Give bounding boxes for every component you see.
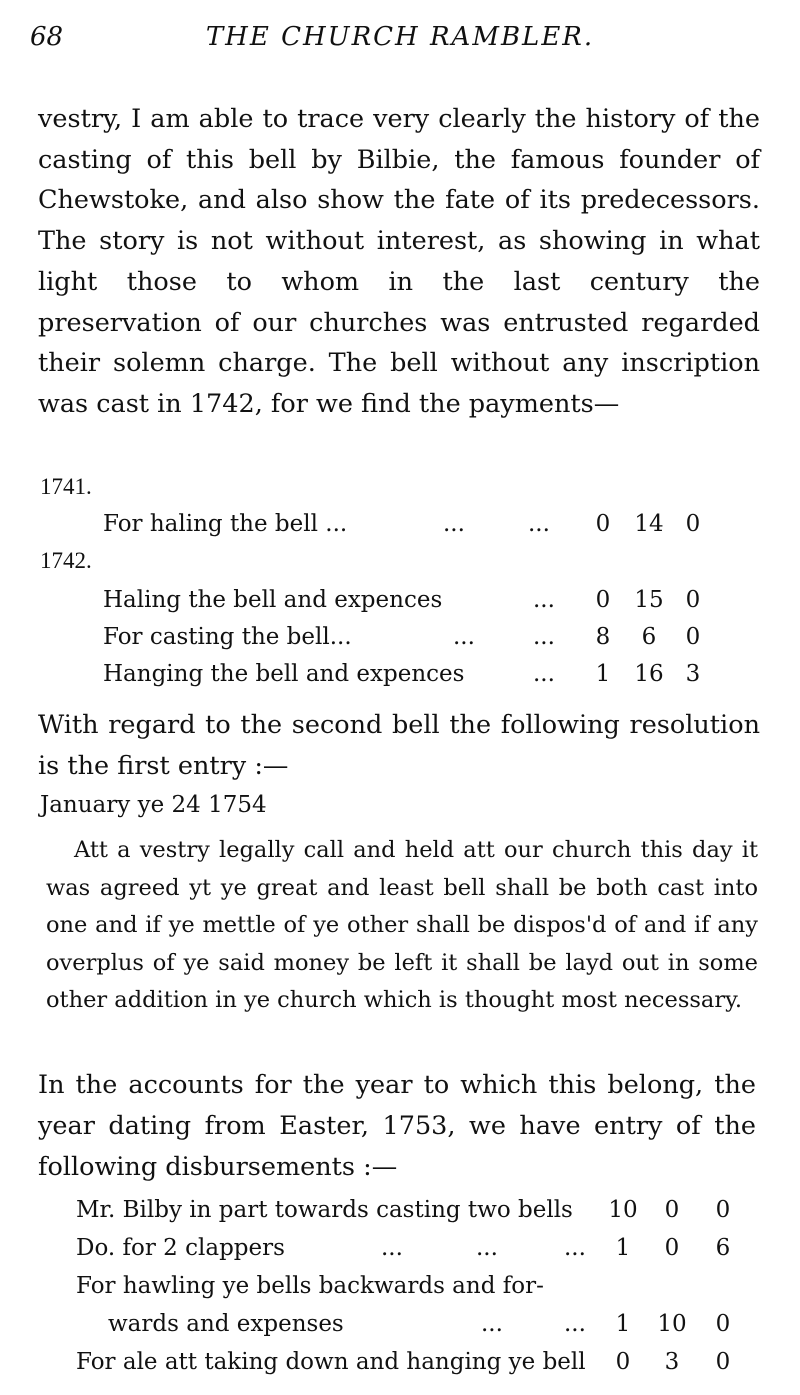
account-entry-item: Haling the bell and expences — [103, 587, 443, 613]
account-year-1742: 1742. — [40, 548, 92, 573]
dot-leader: ... — [528, 511, 550, 537]
amount-shillings: 0 — [664, 1235, 680, 1261]
amount-pounds: 10 — [608, 1197, 638, 1223]
amount-pence: 0 — [685, 587, 701, 613]
account-entry-item: For haling the bell ... — [103, 511, 348, 537]
running-header — [30, 22, 770, 62]
dot-leader: ... — [533, 661, 555, 687]
amount-shillings: 14 — [634, 511, 664, 537]
amount-pence: 0 — [715, 1311, 731, 1337]
amount-shillings: 10 — [657, 1311, 687, 1337]
amount-shillings: 0 — [664, 1197, 680, 1223]
disbursement-item: Do. for 2 clappers — [76, 1235, 285, 1261]
dot-leader: ... — [381, 1235, 403, 1261]
account-year-1741: 1741. — [40, 474, 92, 499]
body-paragraph-2: With regard to the second bell the following resolution is the first entry :— — [38, 710, 760, 781]
amount-pence: 0 — [715, 1197, 731, 1223]
dot-leader: ... — [481, 1311, 503, 1337]
amount-pounds: 8 — [595, 624, 611, 650]
amount-pounds: 0 — [615, 1349, 631, 1375]
dot-leader: ... — [564, 1311, 586, 1337]
page-number: 68 — [30, 22, 64, 52]
amount-pounds: 1 — [595, 661, 611, 687]
amount-pence: 0 — [715, 1349, 731, 1375]
amount-shillings: 15 — [634, 587, 664, 613]
dot-leader: ... — [443, 511, 465, 537]
amount-pence: 3 — [685, 661, 701, 687]
dot-leader: ... — [533, 624, 555, 650]
disbursement-item: For hawling ye bells backwards and for- — [76, 1273, 544, 1299]
amount-pence: 6 — [715, 1235, 731, 1261]
amount-pence: 0 — [685, 624, 701, 650]
running-title: THE CHURCH RAMBLER. — [205, 22, 595, 52]
dot-leader: ... — [564, 1235, 586, 1261]
resolution-text: Att a vestry legally call and held att our church this day it was agreed yt ye great and least bell shall be both cast into one and if ye mettle of ye other shall be dispos'd of and if any overplus of ye said money be left it shall be layd out in some other addition in ye church which is thought most necessary. — [46, 837, 758, 1013]
amount-shillings: 6 — [641, 624, 657, 650]
dot-leader: ... — [533, 587, 555, 613]
dot-leader: ... — [476, 1235, 498, 1261]
amount-pounds: 1 — [615, 1235, 631, 1261]
amount-pounds: 0 — [595, 587, 611, 613]
amount-shillings: 16 — [634, 661, 664, 687]
disbursement-item: For ale att taking down and hanging ye bell — [76, 1349, 586, 1375]
disbursement-item: Mr. Bilby in part towards casting two bells — [76, 1197, 573, 1223]
amount-shillings: 3 — [664, 1349, 680, 1375]
amount-pence: 0 — [685, 511, 701, 537]
disbursement-item: wards and expenses — [108, 1311, 344, 1337]
body-paragraph-3: In the accounts for the year to which this belong, the year dating from Easter, 1753, we have entry of the following disbursements :— — [38, 1070, 756, 1182]
dot-leader: ... — [453, 624, 475, 650]
account-entry-item: For casting the bell... — [103, 624, 352, 650]
body-paragraph-1: vestry, I am able to trace very clearly the history of the casting of this bell by Bilbie, the famous founder of Chewstoke, and also show the fate of its predecessors. The story is not without interest, as showing in what light those to whom in the last century the preservation of our churches was entrusted regarded their solemn charge. The bell without any inscription was cast in 1742, for we find the payments— — [38, 104, 760, 419]
amount-pounds: 0 — [595, 511, 611, 537]
amount-pounds: 1 — [615, 1311, 631, 1337]
account-entry-item: Hanging the bell and expences — [103, 661, 465, 687]
resolution-date: January ye 24 1754 — [40, 792, 267, 818]
